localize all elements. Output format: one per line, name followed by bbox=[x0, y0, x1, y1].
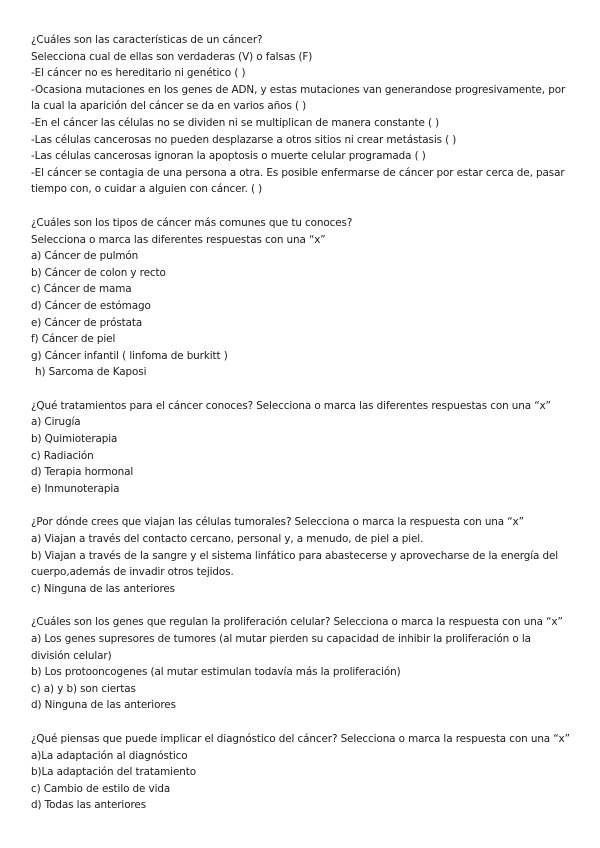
question-title: ¿Qué piensas que puede implicar el diagnóstico del cáncer? Selecciona o marca la respuesta con una “x” bbox=[31, 732, 570, 745]
question-title: ¿Cuáles son los genes que regulan la proliferación celular? Selecciona o marca la respuesta con una “x” bbox=[31, 616, 563, 629]
option-item: b) Quimioterapia bbox=[31, 433, 118, 446]
option-item: a) Cáncer de pulmón bbox=[31, 250, 139, 263]
option-item: c) a) y b) son ciertas bbox=[31, 682, 136, 695]
option-item: a) Viajan a través del contacto cercano, personal y, a menudo, de piel a piel. bbox=[31, 533, 424, 546]
option-item: c) Radiación bbox=[31, 449, 94, 462]
option-item: d) Todas las anteriores bbox=[31, 799, 147, 812]
option-item: c) Ninguna de las anteriores bbox=[31, 582, 175, 595]
option-item: b) Los protooncogenes (al mutar estimulan todavía más la proliferación) bbox=[31, 666, 401, 679]
option-item: g) Cáncer infantil ( linfoma de burkitt ) bbox=[31, 349, 228, 362]
question-treatments bbox=[31, 398, 576, 498]
option-item: a) Los genes supresores de tumores (al mutar pierden su capacidad de inhibir la proliferación o la división celular) bbox=[31, 633, 531, 662]
option-item: d) Ninguna de las anteriores bbox=[31, 699, 176, 712]
option-item: a) Cirugía bbox=[31, 416, 81, 429]
question-title: ¿Cuáles son las características de un cáncer? bbox=[31, 34, 263, 46]
option-item: b) Cáncer de colon y recto bbox=[31, 266, 166, 279]
option-item: a)La adaptación al diagnóstico bbox=[31, 749, 188, 762]
question-cancer-types bbox=[31, 215, 576, 381]
statement-item: -Ocasiona mutaciones en los genes de ADN, y estas mutaciones van generandose progresivamente, por la cual la aparición del cáncer se da en varios años ( ) bbox=[31, 83, 566, 113]
statement-item: -En el cáncer las células no se dividen ni se multiplican de manera constante ( ) bbox=[31, 116, 440, 129]
statement-item: -El cáncer se contagia de una persona a otra. Es posible enfermarse de cáncer por estar cerca de, pasar tiempo con, o cuidar a alguien con cáncer. ( ) bbox=[31, 166, 565, 196]
option-item: c) Cambio de estilo de vida bbox=[31, 782, 171, 795]
question-instruction: Selecciona cual de ellas son verdaderas (V) o falsas (F) bbox=[31, 50, 313, 63]
option-item: b) Viajan a través de la sangre y el sistema linfático para abastecerse y aprovecharse de la energía del cuerpo,además de invadir otros tejidos. bbox=[31, 549, 559, 579]
question-instruction: Selecciona o marca las diferentes respuestas con una “x” bbox=[31, 233, 326, 246]
option-item: h) Sarcoma de Kaposi bbox=[35, 366, 147, 379]
option-item: b)La adaptación del tratamiento bbox=[31, 766, 196, 779]
option-item: d) Terapia hormonal bbox=[31, 466, 134, 479]
question-tumor-travel bbox=[31, 514, 576, 597]
statement-item: -Las células cancerosas no pueden desplazarse a otros sitios ni crear metástasis ( ) bbox=[31, 133, 457, 146]
option-item: c) Cáncer de mama bbox=[31, 283, 132, 296]
option-item: e) Inmunoterapia bbox=[31, 482, 120, 495]
question-title: ¿Por dónde crees que viajan las células tumorales? Selecciona o marca la respuesta con una “x” bbox=[31, 516, 524, 529]
question-title: ¿Cuáles son los tipos de cáncer más comunes que tu conoces? bbox=[31, 216, 353, 229]
statement-item: -El cáncer no es hereditario ni genético ( ) bbox=[31, 67, 246, 80]
option-item: d) Cáncer de estómago bbox=[31, 299, 151, 312]
statement-item: -Las células cancerosas ignoran la apoptosis o muerte celular programada ( ) bbox=[31, 150, 426, 163]
question-proliferation-genes bbox=[31, 614, 576, 714]
question-cancer-characteristics bbox=[31, 32, 576, 198]
question-title: ¿Qué tratamientos para el cáncer conoces? Selecciona o marca las diferentes respuestas con una “x” bbox=[31, 399, 551, 412]
question-diagnosis bbox=[31, 731, 576, 814]
option-item: e) Cáncer de próstata bbox=[31, 316, 143, 329]
option-item: f) Cáncer de piel bbox=[31, 333, 116, 346]
